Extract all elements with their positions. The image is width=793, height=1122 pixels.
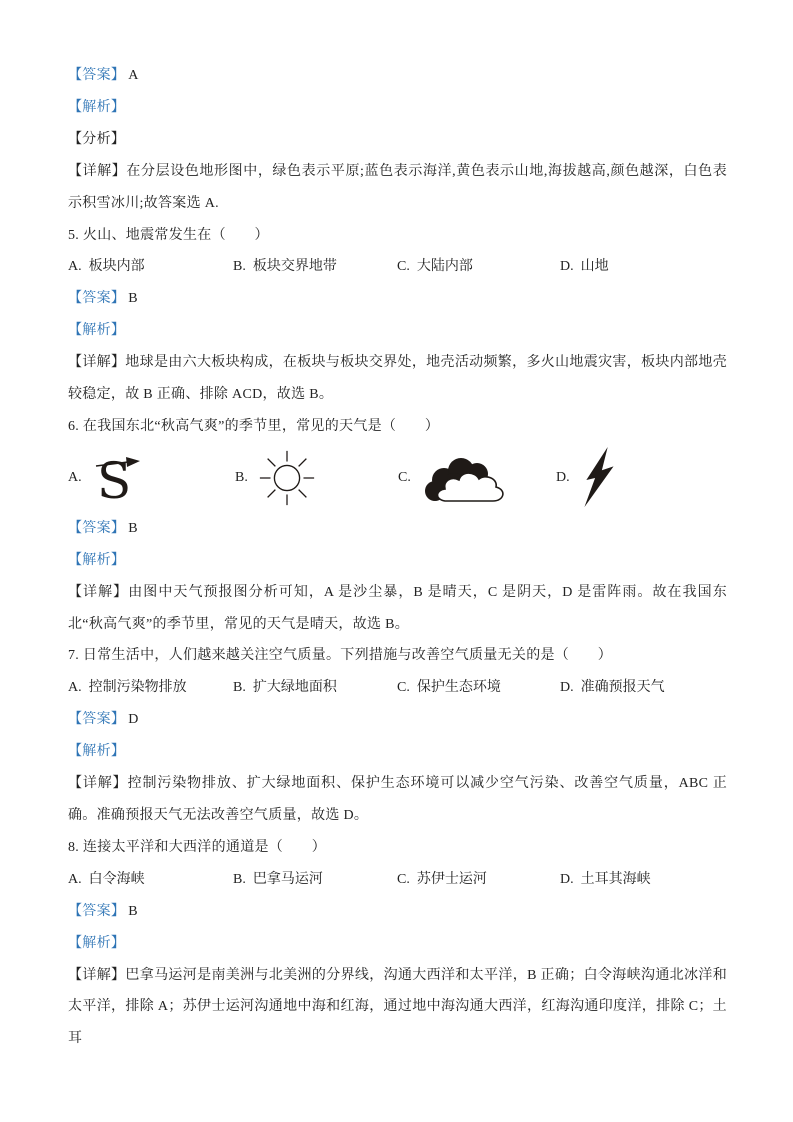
option-b-q8 <box>233 864 323 896</box>
fenxi-label-q4: 【分析】 <box>68 131 126 147</box>
option-a-q7 <box>68 672 187 704</box>
detail-paragraph-q4: 【详解】在分层设色地形图中，绿色表示平原;蓝色表示海洋,黄色表示山地,海拔越高,颜色越深，白色表示积雪冰川;故答案选 A. <box>68 163 727 211</box>
answer-value: B <box>128 291 138 307</box>
document-body <box>68 60 727 1055</box>
option-label: C. <box>398 469 411 485</box>
answer-line-q5 <box>68 283 727 315</box>
options-row-q7 <box>68 672 727 704</box>
answer-line-q4 <box>68 60 727 92</box>
option-label: A. <box>68 871 82 887</box>
option-text: 扩大绿地面积 <box>252 680 337 696</box>
answer-label: 【答案】 <box>68 903 126 919</box>
option-c-q6 <box>398 443 519 513</box>
option-label: A. <box>68 259 82 275</box>
question-stem-q5: 5. 火山、地震常发生在（ ） <box>68 227 269 243</box>
answer-value: B <box>128 903 138 919</box>
option-label: B. <box>233 680 246 696</box>
question-stem-q8: 8. 连接太平洋和大西洋的通道是（ ） <box>68 839 326 855</box>
option-d-q8 <box>560 864 651 896</box>
thunderstorm-icon <box>578 445 618 511</box>
option-b-q7 <box>233 672 337 704</box>
answer-label: 【答案】 <box>68 712 126 728</box>
option-label: B. <box>235 469 248 485</box>
option-label: B. <box>233 259 246 275</box>
detail-paragraph-q8: 【详解】巴拿马运河是南美洲与北美洲的分界线，沟通大西洋和太平洋，B 正确；白令海峡沟通北冰洋和太平洋，排除 A；苏伊士运河沟通地中海和红海，通过地中海沟通大西洋，红海沟通印度洋，排除 C；土耳 <box>68 967 727 1047</box>
answer-label: 【答案】 <box>68 291 126 307</box>
answer-value: D <box>128 712 139 728</box>
sunny-icon <box>256 447 318 509</box>
analysis-label-q6: 【解析】 <box>68 552 126 568</box>
detail-paragraph-q6: 【详解】由图中天气预报图分析可知，A 是沙尘暴，B 是晴天，C 是阴天，D 是雷阵雨。故在我国东北“秋高气爽”的季节里，常见的天气是晴天，故选 B。 <box>68 584 727 632</box>
option-label: A. <box>68 680 82 696</box>
detail-paragraph-q7: 【详解】控制污染物排放、扩大绿地面积、保护生态环境可以减少空气污染、改善空气质量，ABC 正确。准确预报天气无法改善空气质量，故选 D。 <box>68 776 727 823</box>
option-b-q5 <box>233 251 337 283</box>
option-c-q5 <box>397 251 473 283</box>
question-stem-q6: 6. 在我国东北“秋高气爽”的季节里，常见的天气是（ ） <box>68 418 440 434</box>
option-label: C. <box>397 259 410 275</box>
options-row-q6 <box>68 443 727 513</box>
option-label: D. <box>560 259 574 275</box>
answer-value: A <box>128 68 139 83</box>
option-d-q5 <box>560 251 609 283</box>
option-c-q7 <box>397 672 501 704</box>
question-stem-q7: 7. 日常生活中，人们越来越关注空气质量。下列措施与改善空气质量无关的是（ ） <box>68 648 612 664</box>
option-label: A. <box>68 469 82 485</box>
answer-line-q7 <box>68 704 727 736</box>
option-a-q5 <box>68 251 145 283</box>
answer-line-q8 <box>68 896 727 928</box>
sandstorm-icon <box>90 449 144 507</box>
option-text: 白令海峡 <box>88 871 145 887</box>
option-a-q8 <box>68 864 145 896</box>
analysis-label-q8: 【解析】 <box>68 935 126 951</box>
analysis-label-q7: 【解析】 <box>68 744 126 760</box>
option-text: 苏伊士运河 <box>416 871 487 887</box>
option-text: 土耳其海峡 <box>580 871 651 887</box>
option-d-q6 <box>556 443 618 513</box>
option-b-q6 <box>235 443 318 513</box>
analysis-label-q5: 【解析】 <box>68 323 126 339</box>
svg-text:S: S <box>96 451 131 507</box>
options-row-q8 <box>68 864 727 896</box>
options-row-q5 <box>68 251 727 283</box>
answer-label: 【答案】 <box>68 68 126 83</box>
option-label: D. <box>560 680 574 696</box>
option-text: 板块交界地带 <box>252 259 337 275</box>
overcast-icon <box>419 449 519 507</box>
option-label: D. <box>560 871 574 887</box>
option-d-q7 <box>560 672 665 704</box>
option-c-q8 <box>397 864 487 896</box>
answer-value: B <box>128 520 138 536</box>
option-a-q6 <box>68 443 144 513</box>
analysis-label-q4: 【解析】 <box>68 99 126 115</box>
option-text: 准确预报天气 <box>580 680 665 696</box>
option-text: 巴拿马运河 <box>252 871 323 887</box>
option-label: D. <box>556 469 570 485</box>
option-label: C. <box>397 680 410 696</box>
option-text: 控制污染物排放 <box>88 680 187 696</box>
option-text: 板块内部 <box>88 259 145 275</box>
option-text: 保护生态环境 <box>416 680 501 696</box>
answer-line-q6 <box>68 513 727 545</box>
option-text: 大陆内部 <box>416 259 473 275</box>
option-label: B. <box>233 871 246 887</box>
option-text: 山地 <box>580 259 609 275</box>
detail-paragraph-q5: 【详解】地球是由六大板块构成，在板块与板块交界处，地壳活动频繁，多火山地震灾害，板块内部地壳较稳定，故 B 正确、排除 ACD，故选 B。 <box>68 355 727 403</box>
option-label: C. <box>397 871 410 887</box>
answer-label: 【答案】 <box>68 520 126 536</box>
